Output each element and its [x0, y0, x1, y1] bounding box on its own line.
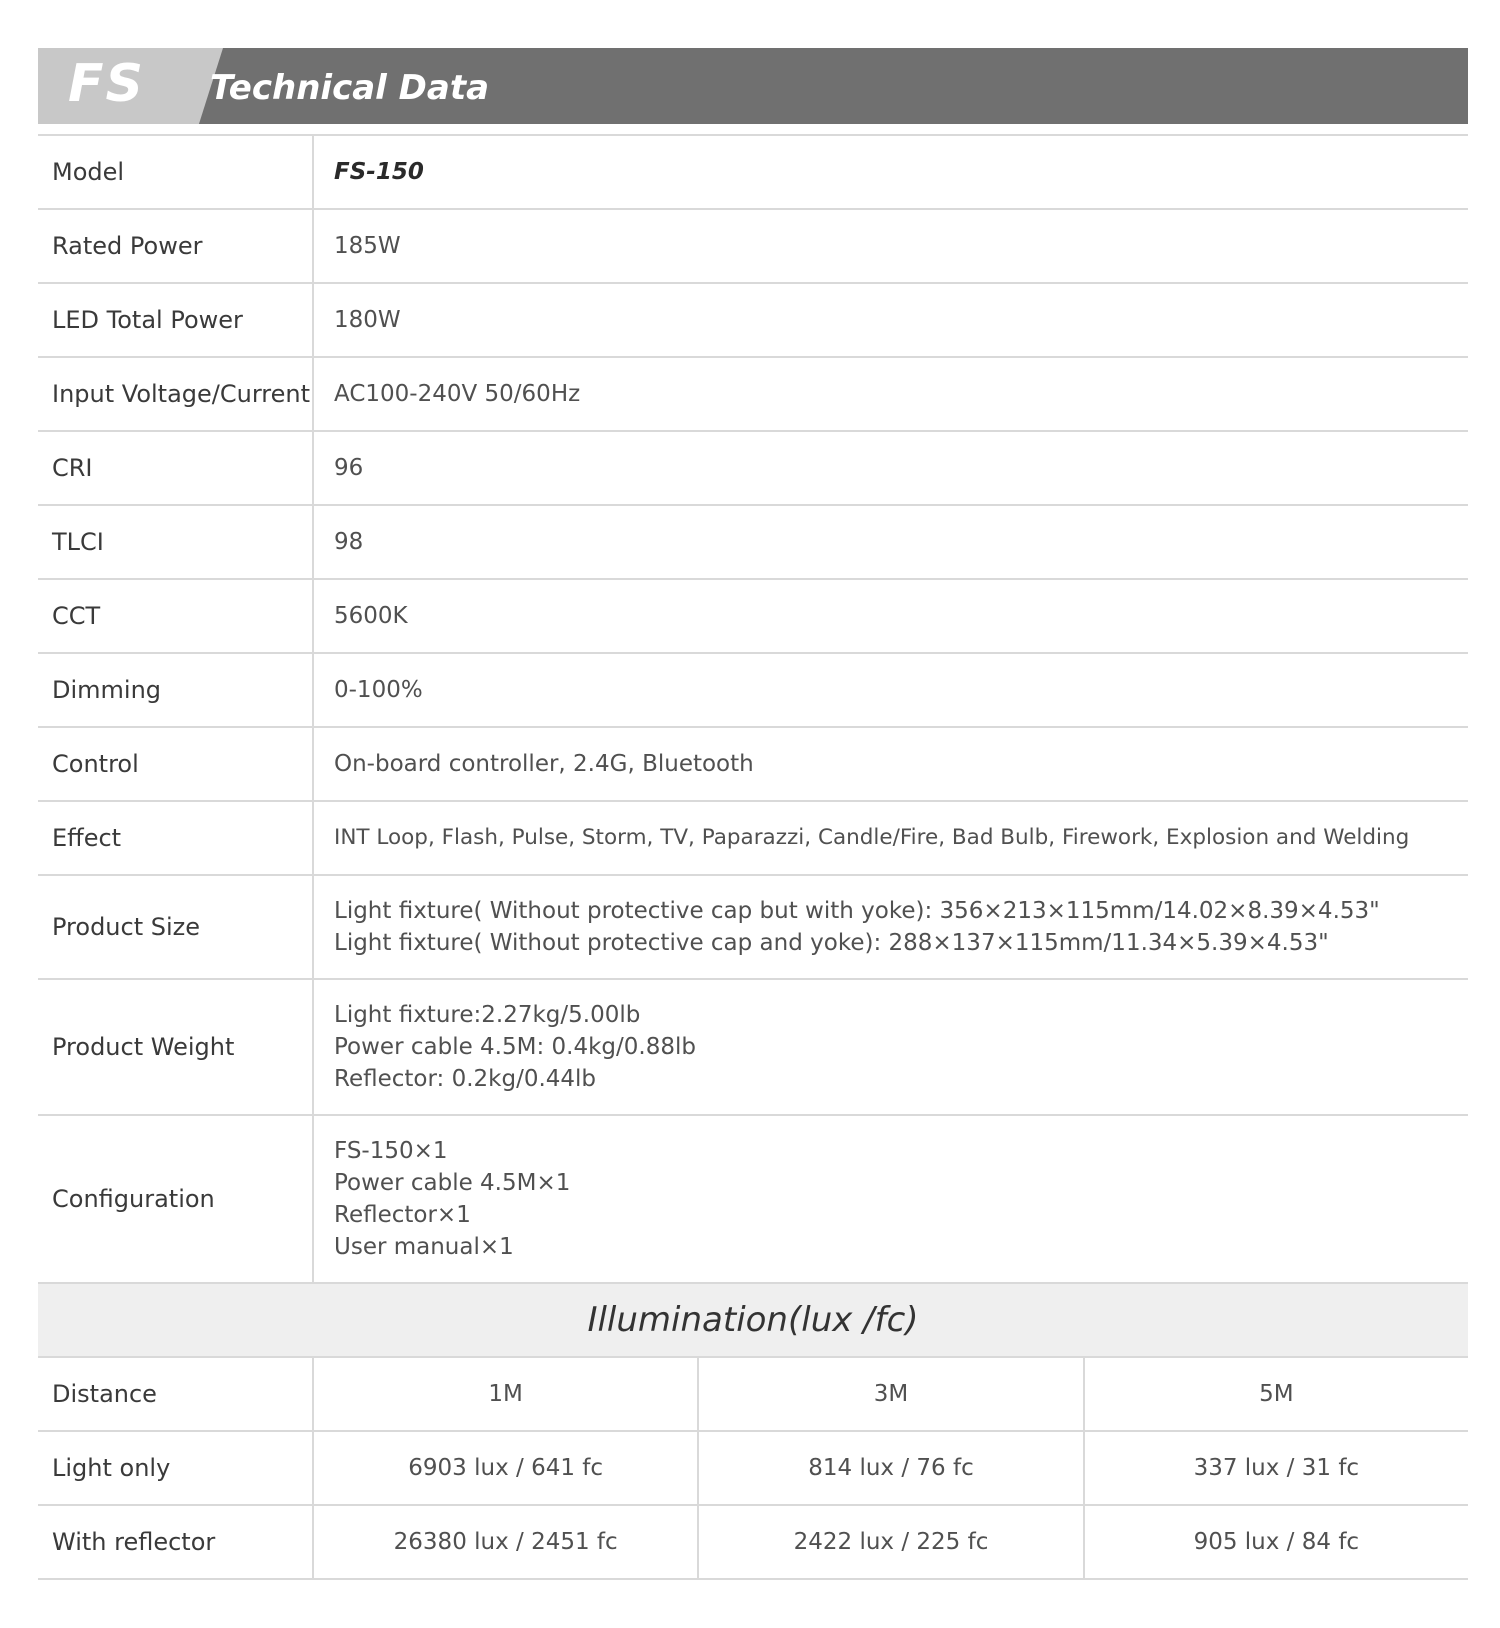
- spec-value: [314, 506, 1468, 578]
- spec-row-product-weight: [38, 980, 1468, 1116]
- illumination-table: [38, 1284, 1468, 1580]
- spec-row-cri: [38, 432, 1468, 506]
- spec-value-line: 96: [334, 455, 364, 481]
- spec-row-product-size: [38, 876, 1468, 980]
- spec-value: [314, 876, 1468, 978]
- spec-row-rated-power: [38, 210, 1468, 284]
- spec-label: Dimming: [38, 654, 314, 726]
- spec-value-line: User manual×1: [334, 1234, 514, 1260]
- spec-label: Input Voltage/Current: [38, 358, 314, 430]
- spec-value-line: FS-150×1: [334, 1138, 448, 1164]
- spec-value: [314, 980, 1468, 1114]
- illumination-row-distance: [38, 1358, 1468, 1432]
- spec-label: Configuration: [38, 1116, 314, 1282]
- spec-value-line: Light fixture( Without protective cap but with yoke): 356×213×115mm/14.02×8.39×4.53": [334, 898, 1380, 924]
- spec-value-line: Power cable 4.5M: 0.4kg/0.88lb: [334, 1034, 696, 1060]
- spec-row-configuration: [38, 1116, 1468, 1284]
- illumination-cell: 6903 lux / 641 fc: [314, 1432, 699, 1504]
- spec-value-line: FS-150: [334, 159, 424, 185]
- spec-table: [38, 136, 1468, 1284]
- illumination-label: Distance: [38, 1358, 314, 1430]
- spec-label: CRI: [38, 432, 314, 504]
- spec-value-line: 180W: [334, 307, 401, 333]
- spec-value-line: 98: [334, 529, 364, 555]
- spec-label: LED Total Power: [38, 284, 314, 356]
- illumination-cell: 2422 lux / 225 fc: [699, 1506, 1084, 1578]
- spec-value-line: Light fixture:2.27kg/5.00lb: [334, 1002, 641, 1028]
- spec-label: Model: [38, 136, 314, 208]
- illumination-cell: 26380 lux / 2451 fc: [314, 1506, 699, 1578]
- spec-value: [314, 432, 1468, 504]
- spec-value-line: On-board controller, 2.4G, Bluetooth: [334, 751, 754, 777]
- spec-label: Product Size: [38, 876, 314, 978]
- spec-value-line: INT Loop, Flash, Pulse, Storm, TV, Paparazzi, Candle/Fire, Bad Bulb, Firework, Explosion and Welding: [334, 825, 1410, 850]
- illumination-cell: 3M: [699, 1358, 1084, 1430]
- spec-value-line: 185W: [334, 233, 401, 259]
- illumination-cell: 5M: [1259, 1381, 1294, 1407]
- spec-label: TLCI: [38, 506, 314, 578]
- spec-row-led-total-power: [38, 284, 1468, 358]
- illumination-cell: 1M: [314, 1358, 699, 1430]
- spec-value-line: Light fixture( Without protective cap and yoke): 288×137×115mm/11.34×5.39×4.53": [334, 930, 1329, 956]
- header-divider: [38, 124, 1468, 136]
- illumination-cell: 905 lux / 84 fc: [1193, 1529, 1360, 1555]
- spec-row-model: [38, 136, 1468, 210]
- spec-label: Product Weight: [38, 980, 314, 1114]
- spec-value: [314, 210, 1468, 282]
- spec-row-input-voltage: [38, 358, 1468, 432]
- spec-row-tlci: [38, 506, 1468, 580]
- spec-value-line: 5600K: [334, 603, 408, 629]
- spec-label: Effect: [38, 802, 314, 874]
- badge-text: FS: [68, 54, 145, 114]
- spec-label: Rated Power: [38, 210, 314, 282]
- spec-value-line: Reflector×1: [334, 1202, 471, 1228]
- illumination-cell: 337 lux / 31 fc: [1193, 1455, 1360, 1481]
- spec-row-dimming: [38, 654, 1468, 728]
- illumination-label: With reflector: [38, 1506, 314, 1578]
- technical-data-sheet: [38, 48, 1468, 1580]
- spec-value-line: Power cable 4.5M×1: [334, 1170, 571, 1196]
- spec-row-control: [38, 728, 1468, 802]
- page-title: Technical Data: [210, 68, 490, 108]
- spec-value: [314, 728, 1468, 800]
- illumination-cell: 814 lux / 76 fc: [699, 1432, 1084, 1504]
- spec-value-line: Reflector: 0.2kg/0.44lb: [334, 1066, 597, 1092]
- spec-value: [314, 1116, 1468, 1282]
- spec-row-cct: [38, 580, 1468, 654]
- spec-value: [314, 654, 1468, 726]
- spec-value-line: 0-100%: [334, 677, 423, 703]
- spec-row-effect: [38, 802, 1468, 876]
- spec-label: CCT: [38, 580, 314, 652]
- spec-value: [314, 284, 1468, 356]
- illumination-row-light-only: [38, 1432, 1468, 1506]
- illumination-label: Light only: [38, 1432, 314, 1504]
- illumination-title: Illumination(lux /fc): [38, 1284, 1468, 1358]
- spec-value: [314, 580, 1468, 652]
- illumination-row-with-reflector: [38, 1506, 1468, 1580]
- spec-value-line: AC100-240V 50/60Hz: [334, 381, 581, 407]
- spec-label: Control: [38, 728, 314, 800]
- spec-value: [314, 802, 1468, 874]
- header-band: [38, 48, 1468, 124]
- spec-value: [314, 136, 1468, 208]
- spec-value: [314, 358, 1468, 430]
